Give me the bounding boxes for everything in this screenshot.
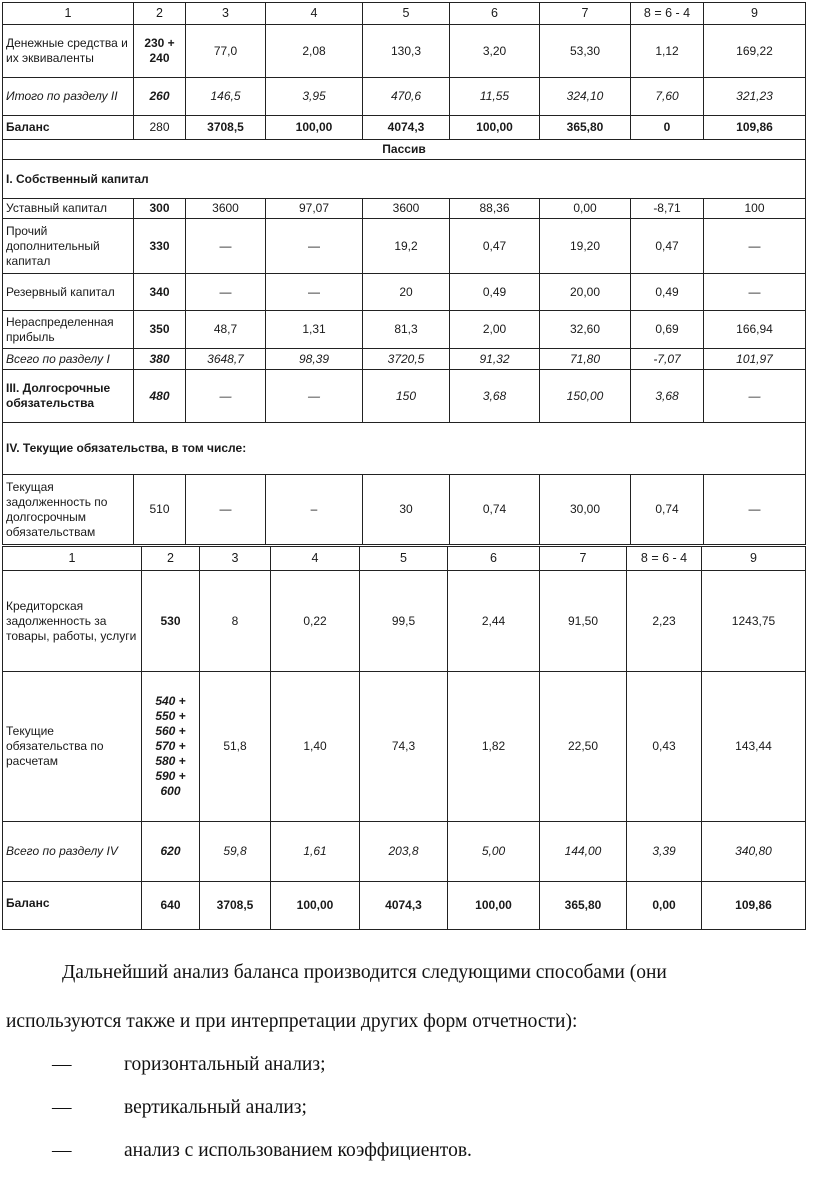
value-cell: — — [704, 370, 806, 423]
value-cell: 169,22 — [704, 25, 806, 78]
value-cell: 20,00 — [540, 274, 631, 311]
value-cell: – — [266, 475, 363, 545]
row-label: Текущие обязательства по расчетам — [3, 672, 142, 822]
list-dash: — — [52, 1054, 72, 1075]
header-cell: 8 = 6 - 4 — [627, 547, 702, 571]
line-code: 620 — [142, 822, 200, 882]
header-row — [3, 547, 806, 571]
line-code: 600 — [160, 784, 181, 798]
value-cell: 0,22 — [271, 571, 360, 672]
value-cell: 340,80 — [702, 822, 806, 882]
row-label: Нераспределенная прибыль — [3, 311, 134, 349]
row-label: Кредиторская задолженность за товары, работы, услуги — [3, 571, 142, 672]
table-row — [3, 423, 806, 475]
header-row — [3, 3, 806, 25]
value-cell: 53,30 — [540, 25, 631, 78]
value-cell: 0,47 — [450, 219, 540, 274]
value-cell: 99,5 — [360, 571, 448, 672]
value-cell: — — [266, 370, 363, 423]
value-cell: 5,00 — [448, 822, 540, 882]
value-cell: 0,69 — [631, 311, 704, 349]
row-label: Всего по разделу I — [3, 349, 134, 370]
value-cell: 3720,5 — [363, 349, 450, 370]
line-code: 560 + — [155, 724, 186, 738]
value-cell: 3708,5 — [200, 882, 271, 930]
value-cell: 3600 — [186, 199, 266, 219]
value-cell: 1,12 — [631, 25, 704, 78]
table-row — [3, 219, 806, 274]
header-cell: 2 — [142, 547, 200, 571]
header-cell: 4 — [266, 3, 363, 25]
passive-title: Пассив — [3, 140, 806, 160]
value-cell: 109,86 — [704, 116, 806, 140]
value-cell: 3708,5 — [186, 116, 266, 140]
value-cell: 1243,75 — [702, 571, 806, 672]
line-code: 590 + — [155, 769, 186, 783]
line-code: 480 — [134, 370, 186, 423]
header-cell: 8 = 6 - 4 — [631, 3, 704, 25]
line-code: 540 + — [155, 694, 186, 708]
value-cell: 101,97 — [704, 349, 806, 370]
list-item — [52, 1054, 325, 1076]
row-label: Резервный капитал — [3, 274, 134, 311]
value-cell: 4074,3 — [360, 882, 448, 930]
line-code: 640 — [142, 882, 200, 930]
value-cell: 30 — [363, 475, 450, 545]
value-cell: 77,0 — [186, 25, 266, 78]
value-cell: 4074,3 — [363, 116, 450, 140]
header-cell: 7 — [540, 547, 627, 571]
header-cell: 7 — [540, 3, 631, 25]
value-cell: — — [266, 274, 363, 311]
paragraph-line: используются также и при интерпретации других форм отчетности): — [6, 1011, 578, 1032]
value-cell: 166,94 — [704, 311, 806, 349]
list-item — [52, 1140, 472, 1162]
line-code: 510 — [134, 475, 186, 545]
line-code: 550 + — [155, 709, 186, 723]
header-cell: 9 — [702, 547, 806, 571]
value-cell: 3,95 — [266, 78, 363, 116]
value-cell: 30,00 — [540, 475, 631, 545]
value-cell: 203,8 — [360, 822, 448, 882]
balance-table-part1 — [2, 2, 806, 545]
value-cell: 8 — [200, 571, 271, 672]
table-row — [3, 25, 806, 78]
value-cell: — — [704, 219, 806, 274]
line-code: 570 + — [155, 739, 186, 753]
value-cell: 470,6 — [363, 78, 450, 116]
table-row — [3, 116, 806, 140]
value-cell: 98,39 — [266, 349, 363, 370]
value-cell: 0,47 — [631, 219, 704, 274]
value-cell: — — [186, 274, 266, 311]
value-cell: 0,74 — [450, 475, 540, 545]
value-cell: 100,00 — [271, 882, 360, 930]
row-label: III. Долгосрочные обязательства — [3, 370, 134, 423]
line-code: 280 — [134, 116, 186, 140]
value-cell: 324,10 — [540, 78, 631, 116]
value-cell: 144,00 — [540, 822, 627, 882]
value-cell: — — [186, 370, 266, 423]
table-row — [3, 160, 806, 199]
table-row — [3, 140, 806, 160]
line-code: 330 — [134, 219, 186, 274]
table-row — [3, 78, 806, 116]
value-cell: 91,50 — [540, 571, 627, 672]
value-cell: 0,49 — [450, 274, 540, 311]
line-code: 260 — [134, 78, 186, 116]
header-cell: 3 — [186, 3, 266, 25]
header-cell: 5 — [360, 547, 448, 571]
value-cell: 100 — [704, 199, 806, 219]
header-cell: 6 — [448, 547, 540, 571]
line-code-list — [142, 672, 200, 822]
value-cell: 0,49 — [631, 274, 704, 311]
row-label: Баланс — [3, 882, 142, 930]
line-code: 380 — [134, 349, 186, 370]
header-cell: 1 — [3, 3, 134, 25]
value-cell: 91,32 — [450, 349, 540, 370]
value-cell: 2,00 — [450, 311, 540, 349]
value-cell: 1,61 — [271, 822, 360, 882]
row-label: Денежные средства и их эквиваленты — [3, 25, 134, 78]
row-label: Баланс — [3, 116, 134, 140]
line-code: 530 — [142, 571, 200, 672]
value-cell: 150 — [363, 370, 450, 423]
value-cell: 7,60 — [631, 78, 704, 116]
paragraph-line: Дальнейший анализ баланса производится следующими способами (они — [62, 962, 667, 983]
value-cell: 3,39 — [627, 822, 702, 882]
section-title: I. Собственный капитал — [3, 160, 806, 199]
balance-table-part2 — [2, 546, 806, 930]
row-label: Всего по разделу IV — [3, 822, 142, 882]
value-cell: 22,50 — [540, 672, 627, 822]
table-row — [3, 370, 806, 423]
value-cell: 100,00 — [266, 116, 363, 140]
value-cell: 1,31 — [266, 311, 363, 349]
table-row — [3, 349, 806, 370]
table-row — [3, 274, 806, 311]
value-cell: 109,86 — [702, 882, 806, 930]
header-cell: 5 — [363, 3, 450, 25]
value-cell: 71,80 — [540, 349, 631, 370]
value-cell: 3,68 — [450, 370, 540, 423]
value-cell: — — [266, 219, 363, 274]
row-label: Прочий дополнительный капитал — [3, 219, 134, 274]
line-code: 230 + 240 — [134, 25, 186, 78]
value-cell: 3600 — [363, 199, 450, 219]
value-cell: 81,3 — [363, 311, 450, 349]
value-cell: 48,7 — [186, 311, 266, 349]
value-cell: 1,82 — [448, 672, 540, 822]
value-cell: 20 — [363, 274, 450, 311]
value-cell: 321,23 — [704, 78, 806, 116]
value-cell: 100,00 — [448, 882, 540, 930]
header-cell: 6 — [450, 3, 540, 25]
list-item — [52, 1097, 307, 1119]
list-dash: — — [52, 1140, 72, 1161]
value-cell: 365,80 — [540, 116, 631, 140]
value-cell: 32,60 — [540, 311, 631, 349]
value-cell: 3,20 — [450, 25, 540, 78]
value-cell: 11,55 — [450, 78, 540, 116]
header-cell: 1 — [3, 547, 142, 571]
value-cell: 130,3 — [363, 25, 450, 78]
value-cell: 1,40 — [271, 672, 360, 822]
header-cell: 9 — [704, 3, 806, 25]
line-code: 350 — [134, 311, 186, 349]
value-cell: 19,20 — [540, 219, 631, 274]
value-cell: 74,3 — [360, 672, 448, 822]
line-code: 580 + — [155, 754, 186, 768]
line-code: 340 — [134, 274, 186, 311]
value-cell: — — [186, 475, 266, 545]
table-row — [3, 571, 806, 672]
section-title: IV. Текущие обязательства, в том числе: — [3, 423, 806, 475]
value-cell: 2,44 — [448, 571, 540, 672]
list-dash: — — [52, 1097, 72, 1118]
value-cell: 150,00 — [540, 370, 631, 423]
list-item-text: вертикальный анализ; — [124, 1097, 307, 1118]
value-cell: 0 — [631, 116, 704, 140]
value-cell: 365,80 — [540, 882, 627, 930]
value-cell: 88,36 — [450, 199, 540, 219]
value-cell: 3648,7 — [186, 349, 266, 370]
value-cell: — — [186, 219, 266, 274]
value-cell: -7,07 — [631, 349, 704, 370]
list-item-text: горизонтальный анализ; — [124, 1054, 326, 1075]
list-item-text: анализ с использованием коэффициентов. — [124, 1140, 472, 1161]
value-cell: 19,2 — [363, 219, 450, 274]
table-row — [3, 822, 806, 882]
value-cell: — — [704, 475, 806, 545]
value-cell: -8,71 — [631, 199, 704, 219]
value-cell: 146,5 — [186, 78, 266, 116]
table-row — [3, 311, 806, 349]
value-cell: 97,07 — [266, 199, 363, 219]
table-row — [3, 672, 806, 822]
value-cell: 2,23 — [627, 571, 702, 672]
value-cell: 100,00 — [450, 116, 540, 140]
row-label: Уставный капитал — [3, 199, 134, 219]
table-row — [3, 882, 806, 930]
value-cell: 51,8 — [200, 672, 271, 822]
header-cell: 4 — [271, 547, 360, 571]
value-cell: — — [704, 274, 806, 311]
table-row — [3, 199, 806, 219]
table-row — [3, 475, 806, 545]
value-cell: 0,43 — [627, 672, 702, 822]
header-cell: 2 — [134, 3, 186, 25]
value-cell: 2,08 — [266, 25, 363, 78]
line-code: 300 — [134, 199, 186, 219]
row-label: Итого по разделу II — [3, 78, 134, 116]
value-cell: 59,8 — [200, 822, 271, 882]
row-label: Текущая задолженность по долгосрочным обязательствам — [3, 475, 134, 545]
value-cell: 143,44 — [702, 672, 806, 822]
header-cell: 3 — [200, 547, 271, 571]
value-cell: 0,00 — [540, 199, 631, 219]
value-cell: 0,00 — [627, 882, 702, 930]
value-cell: 3,68 — [631, 370, 704, 423]
value-cell: 0,74 — [631, 475, 704, 545]
